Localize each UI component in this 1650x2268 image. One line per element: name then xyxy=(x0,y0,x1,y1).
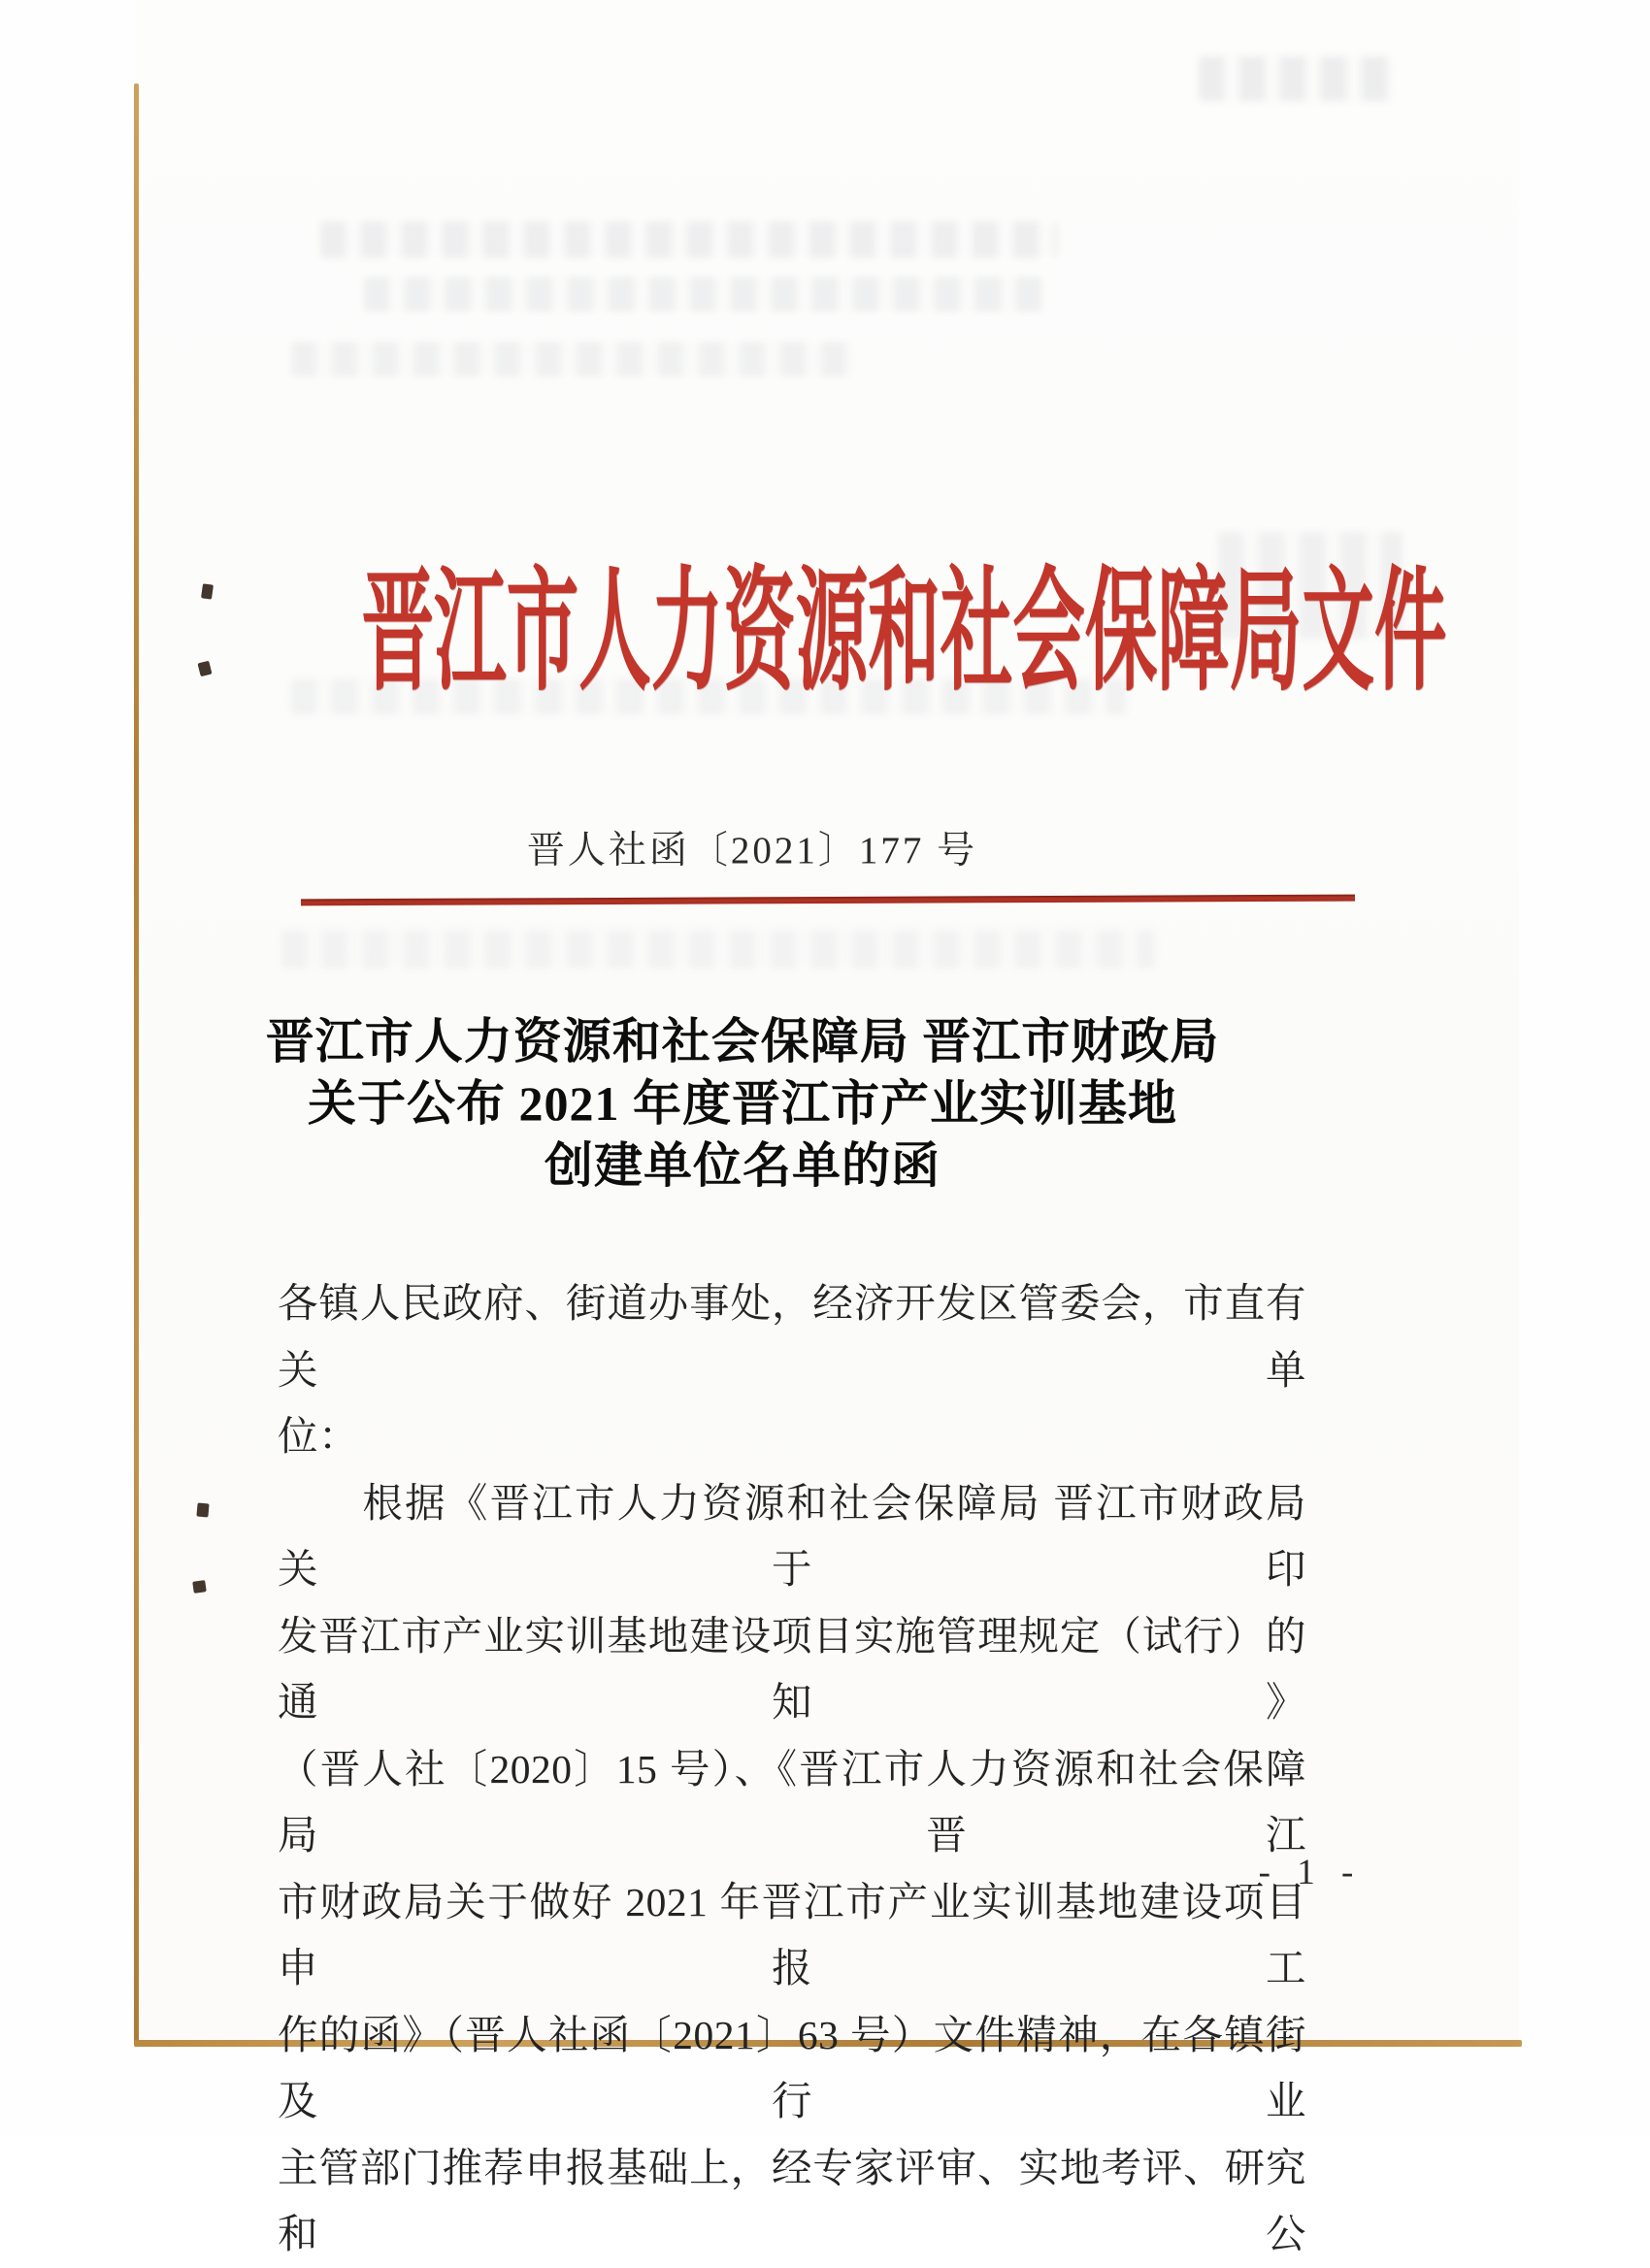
page-left-edge-line xyxy=(134,83,139,2044)
bleed-through-smudge xyxy=(281,930,1155,969)
body-line: 作的函》（晋人社函〔2021〕63 号）文件精神，在各镇街及行业 xyxy=(278,2012,1306,2123)
body-line: 根据《晋江市人力资源和社会保障局 晋江市财政局关于印 xyxy=(278,1480,1306,1592)
ink-speck xyxy=(192,1580,207,1594)
body-line: 位： xyxy=(278,1414,360,1459)
letter-title-line-2: 关于公布 2021 年度晋江市产业实训基地 xyxy=(308,1076,1177,1131)
letter-title xyxy=(257,1010,1228,1197)
letter-body xyxy=(278,1270,1306,2268)
bleed-through-smudge xyxy=(1199,56,1393,101)
document-number: 晋人社函〔2021〕177 号 xyxy=(526,830,978,871)
letter-title-line-3: 创建单位名单的函 xyxy=(544,1138,940,1193)
ink-speck xyxy=(201,583,214,599)
body-line: 发晋江市产业实训基地建设项目实施管理规定（试行）的通知》 xyxy=(278,1613,1306,1725)
ink-speck xyxy=(196,1503,209,1518)
issuer-banner-title: 晋江市人力资源和社会保障局文件 xyxy=(361,558,1447,707)
bleed-through-smudge xyxy=(320,221,1058,258)
letter-title-line-1: 晋江市人力资源和社会保障局 晋江市财政局 xyxy=(265,1014,1220,1068)
body-line: 各镇人民政府、街道办事处，经济开发区管委会，市直有关单 xyxy=(278,1281,1306,1393)
page-number: - 1 - xyxy=(1258,1853,1363,1892)
body-line: （晋人社〔2020〕15 号）、《晋江市人力资源和社会保障局 晋江 xyxy=(278,1746,1306,1857)
bleed-through-smudge xyxy=(364,277,1043,312)
body-line: 主管部门推荐申报基础上，经专家评审、实地考评、研究和公 xyxy=(278,2145,1306,2256)
bleed-through-smudge xyxy=(291,342,854,377)
body-line: 市财政局关于做好 2021 年晋江市产业实训基地建设项目申报工 xyxy=(278,1879,1306,1990)
